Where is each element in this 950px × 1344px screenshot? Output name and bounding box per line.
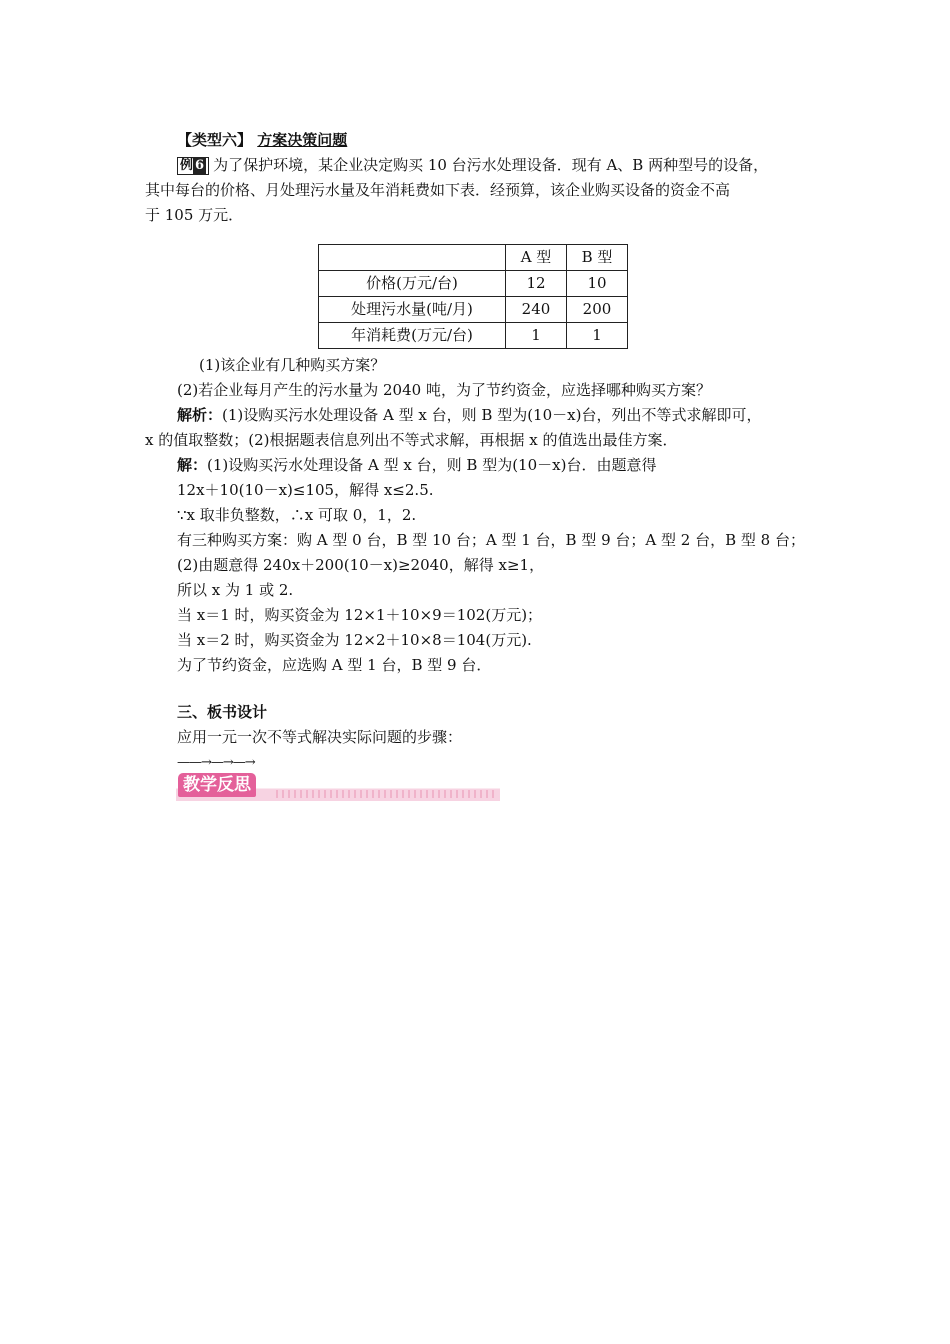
board-line: 应用一元一次不等式解决实际问题的步骤：: [177, 728, 463, 746]
table-cell: 240: [506, 297, 567, 323]
example-badge-text: 例: [180, 158, 194, 173]
example-badge-number: 6: [195, 158, 205, 173]
table-cell: 价格(万元/台): [319, 271, 506, 297]
section-heading: [145, 128, 820, 153]
question-2: (2)若企业每月产生的污水量为 2040 吨，为了节约资金，应选择哪种购买方案？: [177, 381, 711, 399]
board-title: 三、板书设计: [177, 703, 268, 721]
question-1: (1)该企业有几种购买方案？: [199, 356, 386, 374]
analysis-text-1: (1)设购买污水处理设备 A 型 x 台，则 B 型为(10－x)台，列出不等式求解即可，: [222, 406, 762, 424]
solution-line: 有三种购买方案：购 A 型 0 台，B 型 10 台；A 型 1 台，B 型 9 台；A 型 2 台，B 型 8 台；: [177, 531, 805, 549]
solution-line: ∵x 取非负整数，∴x 可取 0，1，2.: [177, 506, 417, 524]
board-arrows: ——→—→—→: [177, 755, 255, 770]
table-cell: 年消耗费(万元/台): [319, 323, 506, 349]
solution-line: 当 x＝2 时，购买资金为 12×2＋10×8＝104(万元).: [177, 631, 532, 649]
solution-line: (2)由题意得 240x＋200(10－x)≥2040，解得 x≥1，: [177, 556, 545, 574]
solution-text-first: (1)设购买污水处理设备 A 型 x 台，则 B 型为(10－x)台．由题意得: [207, 456, 657, 474]
section-bracket-label: 【类型六】: [177, 131, 253, 149]
example-badge: [177, 157, 209, 175]
analysis-text-2: x 的值取整数；(2)根据题表信息列出不等式求解，再根据 x 的值选出最佳方案．: [145, 431, 678, 449]
equipment-table: [318, 244, 628, 349]
solution-line: 为了节约资金，应选购 A 型 1 台，B 型 9 台．: [177, 656, 492, 674]
table-header-row: [319, 245, 628, 271]
analysis-line-1: [145, 403, 820, 428]
lesson-content: [145, 128, 820, 775]
table-cell: 200: [567, 297, 628, 323]
table-row: [319, 271, 628, 297]
reflection-label: 教学反思: [178, 773, 256, 797]
table-header-cell: A 型: [506, 245, 567, 271]
solution-line: 所以 x 为 1 或 2.: [177, 581, 294, 599]
table-cell: 10: [567, 271, 628, 297]
table-cell: 1: [567, 323, 628, 349]
spacer: [145, 678, 820, 700]
solution-label: 解：: [177, 456, 208, 474]
solution-line: 12x＋10(10－x)≤105，解得 x≤2.5.: [177, 481, 434, 499]
table-header-cell: [319, 245, 506, 271]
table-cell: 12: [506, 271, 567, 297]
table-cell: 1: [506, 323, 567, 349]
table-row: [319, 297, 628, 323]
example-intro-3: 于 105 万元．: [145, 206, 244, 224]
example-intro-1: 为了保护环境，某企业决定购买 10 台污水处理设备．现有 A、B 两种型号的设备，: [213, 156, 769, 174]
solution-line-1: [145, 453, 820, 478]
analysis-label: 解析：: [177, 406, 223, 424]
table-header-cell: B 型: [567, 245, 628, 271]
solution-line: 当 x＝1 时，购买资金为 12×1＋10×9＝102(万元)；: [177, 606, 543, 624]
example-line-1: [145, 153, 820, 178]
reflection-banner: [176, 773, 500, 801]
table-cell: 处理污水量(吨/月): [319, 297, 506, 323]
table-row: [319, 323, 628, 349]
section-title: 方案决策问题: [257, 131, 348, 149]
reflection-dots-decoration: [276, 790, 496, 798]
example-intro-2: 其中每台的价格、月处理污水量及年消耗费如下表．经预算，该企业购买设备的资金不高: [145, 181, 731, 199]
